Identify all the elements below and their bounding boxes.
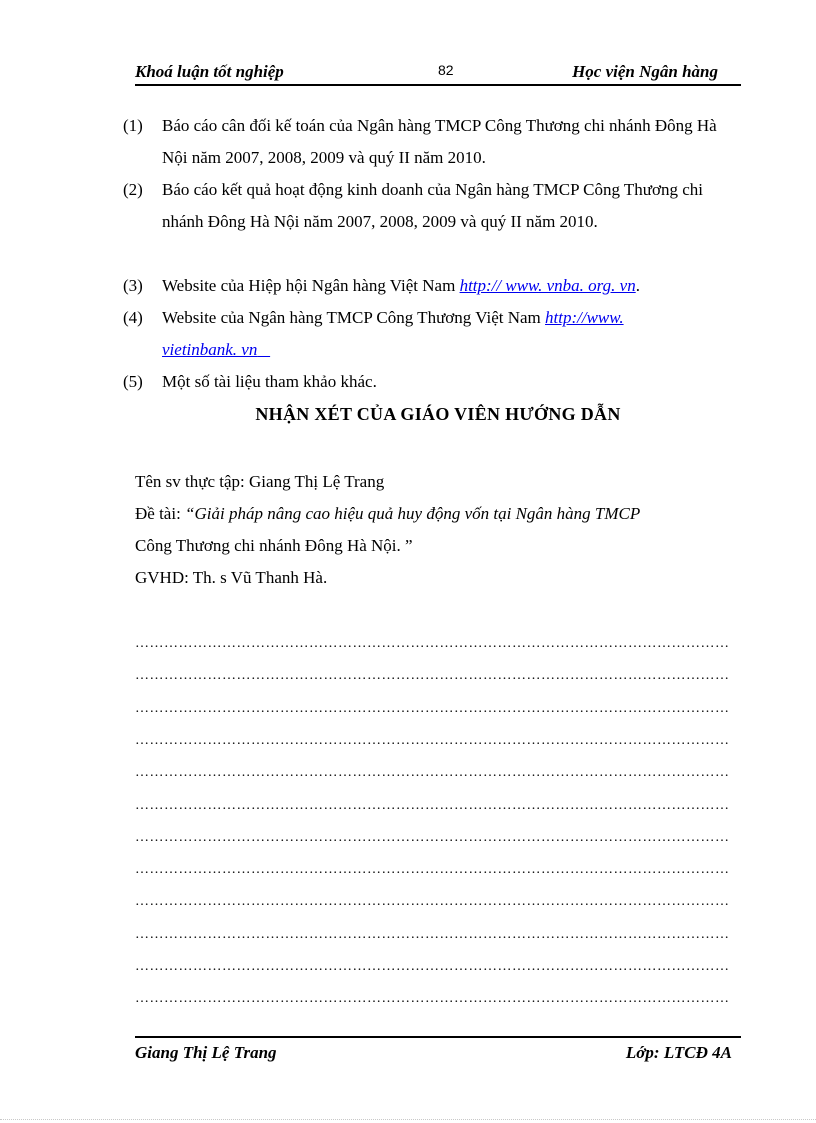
comment-line: …………………………………………………………………………………………………………… [135, 959, 730, 974]
section-title: NHẬN XÉT CỦA GIÁO VIÊN HƯỚNG DẪN [255, 404, 621, 424]
header-rule [135, 84, 741, 86]
topic-line-1: “Giải pháp nâng cao hiệu quả huy động vốn tại Ngân hàng TMCP [185, 504, 641, 523]
reference-number: (5) [123, 372, 143, 391]
comment-line: …………………………………………………………………………………………………………… [135, 668, 730, 684]
vnba-link[interactable]: http:// www. vnba. org. vn [459, 276, 636, 295]
footer-left: Giang Thị Lệ Trang [135, 1043, 277, 1062]
header-right: Học viện Ngân hàng [572, 62, 718, 81]
advisor: GVHD: Th. s Vũ Thanh Hà. [135, 568, 328, 587]
comment-line: …………………………………………………………………………………………………………… [135, 765, 730, 781]
footer-right: Lớp: LTCĐ 4A [625, 1043, 732, 1062]
comment-line: …………………………………………………………………………………………………………… [135, 732, 730, 748]
topic [135, 498, 741, 530]
comment-line: …………………………………………………………………………………………………………… [135, 926, 730, 942]
reference-punct: . [635, 276, 640, 295]
comment-line: …………………………………………………………………………………………………………… [135, 829, 730, 845]
comment-line: …………………………………………………………………………………………………………… [135, 894, 730, 910]
reference-text: Báo cáo kết quả hoạt động kinh doanh của Ngân hàng TMCP Công Thương chi nhánh Đông Hà Nội năm 2007, 2008, 2009 và quý II năm 2010. [162, 180, 704, 231]
topic-line-2: Công Thương chi nhánh Đông Hà Nội. ” [135, 536, 413, 555]
reference-number: (3) [123, 276, 143, 295]
header-left: Khoá luận tốt nghiệp [135, 62, 284, 81]
page-edge [0, 1119, 816, 1120]
reference-text-wrap [162, 302, 722, 366]
reference-number: (2) [123, 180, 143, 199]
reference-number: (4) [123, 308, 143, 327]
reference-item-5 [123, 366, 743, 398]
topic-label: Đề tài: [135, 504, 181, 523]
footer-rule [135, 1036, 741, 1038]
reference-text: Báo cáo cân đối kế toán của Ngân hàng TMCP Công Thương chi nhánh Đông Hà Nội năm 2007, 2008, 2009 và quý II năm 2010. [162, 116, 717, 167]
comment-line: …………………………………………………………………………………………………………… [135, 991, 730, 1007]
comment-line: …………………………………………………………………………………………………………… [135, 636, 730, 651]
reference-text-wrap [162, 270, 722, 302]
student-name: Tên sv thực tập: Giang Thị Lệ Trang [135, 472, 385, 491]
reference-item-1 [123, 110, 743, 174]
reference-item-3 [123, 270, 743, 302]
reference-number: (1) [123, 116, 143, 135]
reference-item-2 [123, 174, 743, 270]
vietinbank-link-cont[interactable]: vietinbank. vn [162, 340, 258, 359]
reference-text: Một số tài liệu tham khảo khác. [162, 372, 377, 391]
comment-line: …………………………………………………………………………………………………………… [135, 700, 730, 716]
page-number: 82 [438, 62, 454, 78]
comment-line: …………………………………………………………………………………………………………… [135, 797, 730, 813]
reference-item-4 [123, 302, 743, 366]
reference-text: Website của Hiệp hội Ngân hàng Việt Nam [162, 276, 460, 295]
vietinbank-link[interactable]: http://www. [545, 308, 624, 327]
comment-line: …………………………………………………………………………………………………………… [135, 862, 730, 878]
link-trail [257, 340, 270, 359]
reference-text: Website của Ngân hàng TMCP Công Thương Việt Nam [162, 308, 546, 327]
